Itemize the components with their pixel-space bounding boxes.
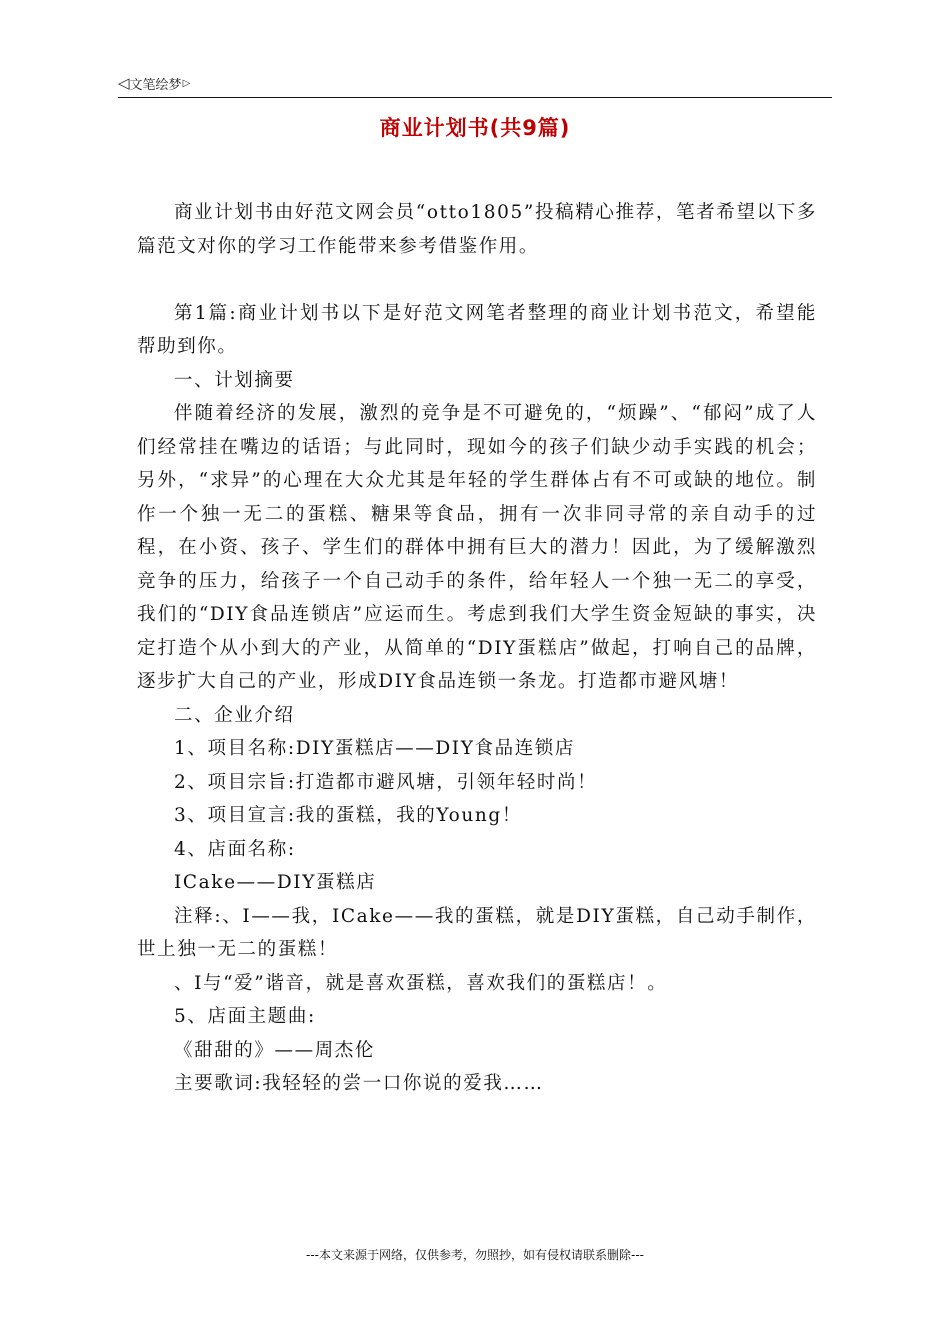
store-name-value: ICake——DIY蛋糕店 (174, 872, 377, 893)
document-body (137, 196, 817, 1101)
heading-plan-summary: 一、计划摘要 (174, 369, 295, 391)
store-name-label: 4、店面名称: (174, 838, 296, 860)
header-divider (118, 97, 832, 98)
note-paragraph: 注释:、I——我，ICake——我的蛋糕，就是DIY蛋糕，自己动手制作，世上独一无二的蛋糕！ (137, 905, 817, 960)
header-brand (118, 74, 190, 93)
note-second-paragraph: 、I与“爱”谐音，就是喜欢蛋糕，喜欢我们的蛋糕店！。 (174, 972, 668, 994)
brand-name: 文笔绘梦 (129, 78, 182, 93)
theme-song-value: 《甜甜的》——周杰伦 (174, 1039, 376, 1061)
left-triangle-icon: ◁ (118, 74, 130, 92)
intro-paragraph: 商业计划书由好范文网会员“otto1805”投稿精心推荐，笔者希望以下多篇范文对你的学习工作能带来参考借鉴作用。 (137, 202, 817, 257)
project-slogan-item: 3、项目宣言:我的蛋糕，我的Young！ (174, 805, 522, 826)
section-one-intro: 第1篇:商业计划书以下是好范文网笔者整理的商业计划书范文，希望能帮助到你。 (137, 302, 817, 357)
heading-company-intro: 二、企业介绍 (174, 704, 295, 726)
summary-paragraph: 伴随着经济的发展，激烈的竞争是不可避免的，“烦躁”、“郁闷”成了人们经常挂在嘴边的话语；与此同时，现如今的孩子们缺少动手实践的机会；另外，“求异”的心理在大众尤其是年轻的学生群体占有不可或缺的地位。制作一个独一无二的蛋糕、糖果等食品，拥有一次非同寻常的亲自动手的过程，在小资、孩子、学生们的群体中拥有巨大的潜力！因此，为了缓解激烈竞争的压力，给孩子一个自己动手的条件，给年轻人一个独一无二的享受，我们的“DIY食品连锁店”应运而生。考虑到我们大学生资金短缺的事实，决定打造个从小到大的产业，从简单的“DIY蛋糕店”做起，打响自己的品牌，逐步扩大自己的产业，形成DIY食品连锁一条龙。打造都市避风塘！ (137, 403, 817, 692)
lyrics-line: 主要歌词:我轻轻的尝一口你说的爱我…… (174, 1073, 544, 1094)
right-triangle-icon: ▷ (182, 77, 191, 89)
document-title: 商业计划书(共9篇) (379, 116, 571, 140)
footer-disclaimer: ---本文来源于网络，仅供参考，勿照抄，如有侵权请联系删除--- (306, 1248, 644, 1262)
theme-song-label: 5、店面主题曲: (174, 1006, 316, 1027)
project-purpose-item: 2、项目宗旨:打造都市避风塘，引领年轻时尚！ (174, 771, 598, 793)
project-name-item: 1、项目名称:DIY蛋糕店——DIY食品连锁店 (174, 738, 576, 759)
